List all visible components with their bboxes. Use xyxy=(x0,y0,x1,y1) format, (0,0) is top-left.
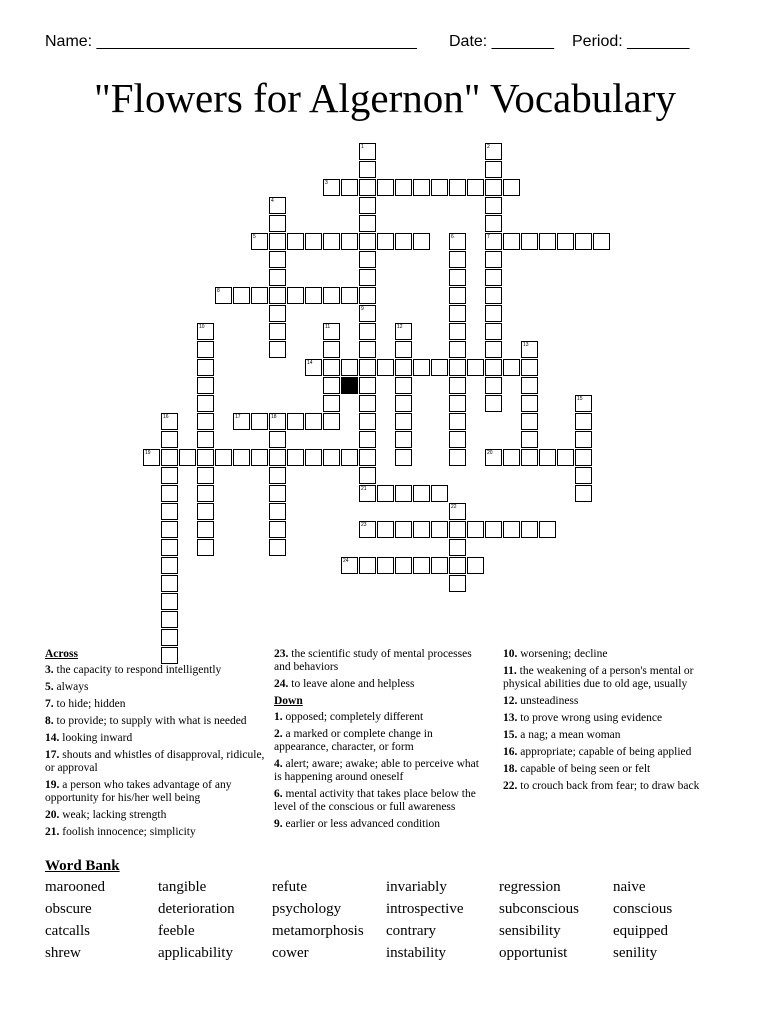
crossword-cell[interactable] xyxy=(215,449,232,466)
crossword-cell[interactable] xyxy=(251,449,268,466)
crossword-cell[interactable] xyxy=(485,521,502,538)
crossword-cell[interactable] xyxy=(575,431,592,448)
clue-number: 12 xyxy=(397,324,403,330)
crossword-cell[interactable] xyxy=(323,395,340,412)
crossword-cell[interactable] xyxy=(359,269,376,286)
word-bank-word: marooned xyxy=(45,879,105,895)
crossword-cell[interactable] xyxy=(251,287,268,304)
crossword-cell[interactable] xyxy=(575,485,592,502)
crossword-cell[interactable] xyxy=(359,251,376,268)
crossword-cell[interactable] xyxy=(575,467,592,484)
crossword-cell[interactable] xyxy=(539,233,556,250)
crossword-cell[interactable] xyxy=(305,233,322,250)
crossword-cell[interactable] xyxy=(197,359,214,376)
clue-number: 8 xyxy=(217,288,220,294)
crossword-cell[interactable] xyxy=(323,359,340,376)
crossword-cell[interactable] xyxy=(269,521,286,538)
word-bank-word: equipped xyxy=(613,923,668,939)
clue-down-6: 6. mental activity that takes place below the level of the conscious or full awareness xyxy=(274,788,476,813)
clue-down-11: 11. the weakening of a person's mental or physical abilities due to old age, usually xyxy=(503,665,694,690)
word-bank-word: feeble xyxy=(158,923,195,939)
crossword-cell[interactable] xyxy=(341,287,358,304)
clue-down-9: 9. earlier or less advanced condition xyxy=(274,818,441,830)
crossword-cell[interactable] xyxy=(449,539,466,556)
clues-column-1 xyxy=(45,648,265,843)
crossword-cell[interactable] xyxy=(449,251,466,268)
crossword-cell[interactable] xyxy=(395,413,412,430)
crossword-cell[interactable] xyxy=(449,179,466,196)
crossword-cell[interactable] xyxy=(521,431,538,448)
crossword-cell[interactable] xyxy=(269,287,286,304)
clue-number: 20 xyxy=(487,450,493,456)
crossword-cell[interactable] xyxy=(449,557,466,574)
crossword-cell[interactable] xyxy=(161,629,178,646)
clue-number: 7 xyxy=(487,234,490,240)
crossword-cell[interactable] xyxy=(485,287,502,304)
clue-across-3: 3. the capacity to respond intelligently xyxy=(45,664,222,676)
crossword-cell[interactable] xyxy=(485,269,502,286)
word-bank-word: catcalls xyxy=(45,923,90,939)
word-bank-word: opportunist xyxy=(499,945,568,961)
clue-number: 17 xyxy=(235,414,241,420)
crossword-cell[interactable] xyxy=(161,467,178,484)
crossword-cell[interactable] xyxy=(503,449,520,466)
crossword-cell[interactable] xyxy=(323,449,340,466)
crossword-cell[interactable] xyxy=(377,179,394,196)
crossword-cell[interactable] xyxy=(449,323,466,340)
crossword-cell[interactable] xyxy=(269,269,286,286)
crossword-cell[interactable] xyxy=(197,377,214,394)
clue-across-23: 23. the scientific study of mental processes and behaviors xyxy=(274,648,472,673)
clue-number: 9 xyxy=(361,306,364,312)
name-field[interactable]: Name: ____________________________________ xyxy=(45,33,417,50)
down-heading: Down xyxy=(274,695,303,707)
crossword-cell[interactable] xyxy=(485,251,502,268)
crossword-cell[interactable] xyxy=(575,449,592,466)
word-bank-word: senility xyxy=(613,945,658,961)
crossword-cell[interactable] xyxy=(485,359,502,376)
clue-number: 18 xyxy=(271,414,277,420)
crossword-cell[interactable] xyxy=(161,485,178,502)
crossword-cell[interactable] xyxy=(269,305,286,322)
crossword-cell[interactable] xyxy=(521,413,538,430)
clue-number: 5 xyxy=(253,234,256,240)
crossword-cell[interactable] xyxy=(395,521,412,538)
crossword-cell[interactable] xyxy=(377,485,394,502)
crossword-cell[interactable] xyxy=(359,287,376,304)
crossword-cell[interactable] xyxy=(449,269,466,286)
crossword-cell[interactable] xyxy=(449,287,466,304)
crossword-cell[interactable] xyxy=(431,557,448,574)
crossword-cell[interactable] xyxy=(449,395,466,412)
crossword-cell[interactable] xyxy=(359,449,376,466)
crossword-cell[interactable] xyxy=(449,341,466,358)
crossword-cell[interactable] xyxy=(467,521,484,538)
clue-across-21: 21. foolish innocence; simplicity xyxy=(45,826,196,838)
crossword-cell[interactable] xyxy=(467,557,484,574)
word-bank-word: applicability xyxy=(158,945,233,961)
crossword-cell[interactable] xyxy=(485,179,502,196)
crossword-cell[interactable] xyxy=(233,287,250,304)
clue-number: 1 xyxy=(361,144,364,150)
crossword-cell[interactable] xyxy=(197,539,214,556)
clue-number: 24 xyxy=(343,558,349,564)
crossword-cell[interactable] xyxy=(413,485,430,502)
crossword-cell[interactable] xyxy=(341,233,358,250)
crossword-cell[interactable] xyxy=(377,521,394,538)
crossword-cell[interactable] xyxy=(287,449,304,466)
crossword-cell[interactable] xyxy=(395,233,412,250)
crossword-cell[interactable] xyxy=(323,341,340,358)
period-field[interactable]: Period: _______ xyxy=(572,33,690,50)
crossword-cell[interactable] xyxy=(197,521,214,538)
clue-number: 10 xyxy=(199,324,205,330)
crossword-cell[interactable] xyxy=(395,359,412,376)
crossword-cell[interactable] xyxy=(287,287,304,304)
crossword-cell[interactable] xyxy=(503,233,520,250)
word-bank-word: naive xyxy=(613,879,646,895)
word-bank-word: obscure xyxy=(45,901,92,917)
crossword-cell[interactable] xyxy=(395,179,412,196)
crossword-cell[interactable] xyxy=(539,449,556,466)
crossword-cell[interactable] xyxy=(359,557,376,574)
clue-down-13: 13. to prove wrong using evidence xyxy=(503,712,663,724)
word-bank-word: conscious xyxy=(613,901,673,917)
crossword-cell[interactable] xyxy=(161,557,178,574)
clue-across-8: 8. to provide; to supply with what is needed xyxy=(45,715,247,727)
crossword-cell[interactable] xyxy=(431,485,448,502)
crossword-cell[interactable] xyxy=(359,179,376,196)
crossword-cell[interactable] xyxy=(485,341,502,358)
crossword-cell[interactable] xyxy=(269,467,286,484)
crossword-cell[interactable] xyxy=(449,449,466,466)
crossword-cell[interactable] xyxy=(161,449,178,466)
crossword-cell[interactable] xyxy=(395,557,412,574)
word-bank-word: psychology xyxy=(272,901,342,917)
crossword-cell[interactable] xyxy=(305,287,322,304)
crossword-cell[interactable] xyxy=(377,233,394,250)
crossword-cell[interactable] xyxy=(197,395,214,412)
clue-number: 14 xyxy=(307,360,313,366)
clue-across-14: 14. looking inward xyxy=(45,732,133,744)
crossword-cell[interactable] xyxy=(359,323,376,340)
crossword-cell[interactable] xyxy=(287,233,304,250)
crossword-cell[interactable] xyxy=(485,395,502,412)
crossword-cell[interactable] xyxy=(431,521,448,538)
word-bank-title: Word Bank xyxy=(45,858,120,874)
crossword-cell[interactable] xyxy=(161,521,178,538)
crossword-cell[interactable] xyxy=(557,449,574,466)
clue-number: 22 xyxy=(451,504,457,510)
crossword-cell[interactable] xyxy=(359,233,376,250)
crossword-cell[interactable] xyxy=(449,359,466,376)
crossword-cell[interactable] xyxy=(521,233,538,250)
clue-down-1: 1. opposed; completely different xyxy=(274,711,424,723)
clue-number: 11 xyxy=(325,324,331,330)
crossword-cell[interactable] xyxy=(575,233,592,250)
crossword-cell[interactable] xyxy=(287,413,304,430)
crossword-cell[interactable] xyxy=(431,359,448,376)
crossword-cell[interactable] xyxy=(161,539,178,556)
word-bank-word: contrary xyxy=(386,923,436,939)
word-bank-word: tangible xyxy=(158,879,207,895)
crossword-cell[interactable] xyxy=(161,431,178,448)
crossword-cell[interactable] xyxy=(395,449,412,466)
word-bank-word: regression xyxy=(499,879,561,895)
crossword-cell[interactable] xyxy=(251,413,268,430)
clue-number: 19 xyxy=(145,450,151,456)
crossword-cell[interactable] xyxy=(359,197,376,214)
crossword-cell[interactable] xyxy=(269,503,286,520)
crossword-cell[interactable] xyxy=(413,233,430,250)
crossword-cell[interactable] xyxy=(413,359,430,376)
crossword-cell[interactable] xyxy=(269,485,286,502)
date-field[interactable]: Date: _______ xyxy=(449,33,554,50)
word-bank-word: instability xyxy=(386,945,446,961)
clue-number: 2 xyxy=(487,144,490,150)
clue-down-10: 10. worsening; decline xyxy=(503,648,608,660)
crossword-cell[interactable] xyxy=(431,179,448,196)
crossword-cell[interactable] xyxy=(521,359,538,376)
crossword-cell[interactable] xyxy=(503,521,520,538)
crossword-black-cell xyxy=(341,377,358,394)
crossword-cell[interactable] xyxy=(449,431,466,448)
word-bank-word: sensibility xyxy=(499,923,561,939)
crossword-cell[interactable] xyxy=(503,179,520,196)
clue-number: 13 xyxy=(523,342,529,348)
crossword-cell[interactable] xyxy=(269,449,286,466)
crossword-cell[interactable] xyxy=(449,413,466,430)
crossword-cell[interactable] xyxy=(395,485,412,502)
clue-across-5: 5. always xyxy=(45,681,89,693)
crossword-cell[interactable] xyxy=(341,359,358,376)
crossword-cell[interactable] xyxy=(485,377,502,394)
crossword-cell[interactable] xyxy=(269,215,286,232)
crossword-cell[interactable] xyxy=(269,251,286,268)
clue-number: 4 xyxy=(271,198,274,204)
word-bank-word: shrew xyxy=(45,945,81,961)
word-bank-word: cower xyxy=(272,945,309,961)
crossword-cell[interactable] xyxy=(449,305,466,322)
clue-across-19: 19. a person who takes advantage of any opportunity for his/her well being xyxy=(45,779,232,804)
crossword-cell[interactable] xyxy=(323,377,340,394)
crossword-cell[interactable] xyxy=(521,521,538,538)
crossword-cell[interactable] xyxy=(269,431,286,448)
clues-column-3 xyxy=(503,648,728,797)
crossword-cell[interactable] xyxy=(377,359,394,376)
clue-down-2: 2. a marked or complete change in appearance, character, or form xyxy=(274,728,433,753)
crossword-cell[interactable] xyxy=(233,449,250,466)
crossword-cell[interactable] xyxy=(359,395,376,412)
crossword-cell[interactable] xyxy=(359,431,376,448)
crossword-cell[interactable] xyxy=(485,215,502,232)
clue-down-18: 18. capable of being seen or felt xyxy=(503,763,651,775)
crossword-cell[interactable] xyxy=(359,467,376,484)
clue-down-22: 22. to crouch back from fear; to draw back xyxy=(503,780,700,792)
crossword-cell[interactable] xyxy=(359,215,376,232)
crossword-cell[interactable] xyxy=(305,449,322,466)
crossword-cell[interactable] xyxy=(395,341,412,358)
crossword-cell[interactable] xyxy=(323,413,340,430)
crossword-cell[interactable] xyxy=(395,377,412,394)
crossword-cell[interactable] xyxy=(197,485,214,502)
crossword-cell[interactable] xyxy=(539,521,556,538)
clue-number: 15 xyxy=(577,396,583,402)
crossword-cell[interactable] xyxy=(359,377,376,394)
clue-across-20: 20. weak; lacking strength xyxy=(45,809,167,821)
crossword-cell[interactable] xyxy=(323,233,340,250)
crossword-cell[interactable] xyxy=(359,341,376,358)
crossword-cell[interactable] xyxy=(269,323,286,340)
crossword-cell[interactable] xyxy=(449,377,466,394)
crossword-cell[interactable] xyxy=(269,539,286,556)
clue-number: 21 xyxy=(361,486,367,492)
word-bank-word: introspective xyxy=(386,901,464,917)
crossword-cell[interactable] xyxy=(377,557,394,574)
crossword-cell[interactable] xyxy=(161,503,178,520)
crossword-cell[interactable] xyxy=(467,179,484,196)
clue-number: 16 xyxy=(163,414,169,420)
crossword-cell[interactable] xyxy=(359,413,376,430)
crossword-cell[interactable] xyxy=(395,431,412,448)
clue-number: 3 xyxy=(325,180,328,186)
crossword-cell[interactable] xyxy=(341,179,358,196)
crossword-cell[interactable] xyxy=(413,521,430,538)
crossword-cell[interactable] xyxy=(341,449,358,466)
clue-down-16: 16. appropriate; capable of being applied xyxy=(503,746,692,758)
crossword-cell[interactable] xyxy=(557,233,574,250)
crossword-cell[interactable] xyxy=(449,575,466,592)
crossword-cell[interactable] xyxy=(395,395,412,412)
clue-across-24: 24. to leave alone and helpless xyxy=(274,678,415,690)
crossword-cell[interactable] xyxy=(521,395,538,412)
crossword-cell[interactable] xyxy=(485,197,502,214)
crossword-cell[interactable] xyxy=(323,287,340,304)
crossword-cell[interactable] xyxy=(359,359,376,376)
crossword-cell[interactable] xyxy=(269,233,286,250)
crossword-cell[interactable] xyxy=(179,449,196,466)
crossword-cell[interactable] xyxy=(521,377,538,394)
crossword-cell[interactable] xyxy=(485,305,502,322)
word-bank-word: deterioration xyxy=(158,901,235,917)
crossword-cell[interactable] xyxy=(593,233,610,250)
clue-across-7: 7. to hide; hidden xyxy=(45,698,126,710)
crossword-cell[interactable] xyxy=(197,431,214,448)
crossword-cell[interactable] xyxy=(485,323,502,340)
crossword-cell[interactable] xyxy=(197,467,214,484)
crossword-cell[interactable] xyxy=(485,161,502,178)
clue-down-15: 15. a nag; a mean woman xyxy=(503,729,621,741)
clue-number: 23 xyxy=(361,522,367,528)
page-title: "Flowers for Algernon" Vocabulary xyxy=(94,75,676,121)
crossword-cell[interactable] xyxy=(503,359,520,376)
crossword-cell[interactable] xyxy=(449,521,466,538)
word-bank-word: subconscious xyxy=(499,901,579,917)
crossword-cell[interactable] xyxy=(305,413,322,430)
crossword-cell[interactable] xyxy=(413,557,430,574)
crossword-cell[interactable] xyxy=(467,359,484,376)
crossword-cell[interactable] xyxy=(521,449,538,466)
clue-across-17: 17. shouts and whistles of disapproval, ridicule, or approval xyxy=(45,749,265,774)
crossword-cell[interactable] xyxy=(575,413,592,430)
word-bank-word: metamorphosis xyxy=(272,923,364,939)
clue-down-12: 12. unsteadiness xyxy=(503,695,579,707)
crossword-cell[interactable] xyxy=(161,593,178,610)
crossword-cell[interactable] xyxy=(197,503,214,520)
clues-column-2 xyxy=(274,648,484,835)
word-bank-word: invariably xyxy=(386,879,447,895)
crossword-cell[interactable] xyxy=(197,341,214,358)
crossword-cell[interactable] xyxy=(359,161,376,178)
crossword-cell[interactable] xyxy=(197,449,214,466)
across-heading: Across xyxy=(45,648,79,660)
crossword-cell[interactable] xyxy=(161,611,178,628)
clue-number: 6 xyxy=(451,234,454,240)
clue-down-4: 4. alert; aware; awake; able to perceive what is happening around oneself xyxy=(274,758,479,783)
word-bank-word: refute xyxy=(272,879,307,895)
crossword-cell[interactable] xyxy=(197,413,214,430)
crossword-cell[interactable] xyxy=(413,179,430,196)
crossword-cell[interactable] xyxy=(269,341,286,358)
crossword-cell[interactable] xyxy=(161,575,178,592)
